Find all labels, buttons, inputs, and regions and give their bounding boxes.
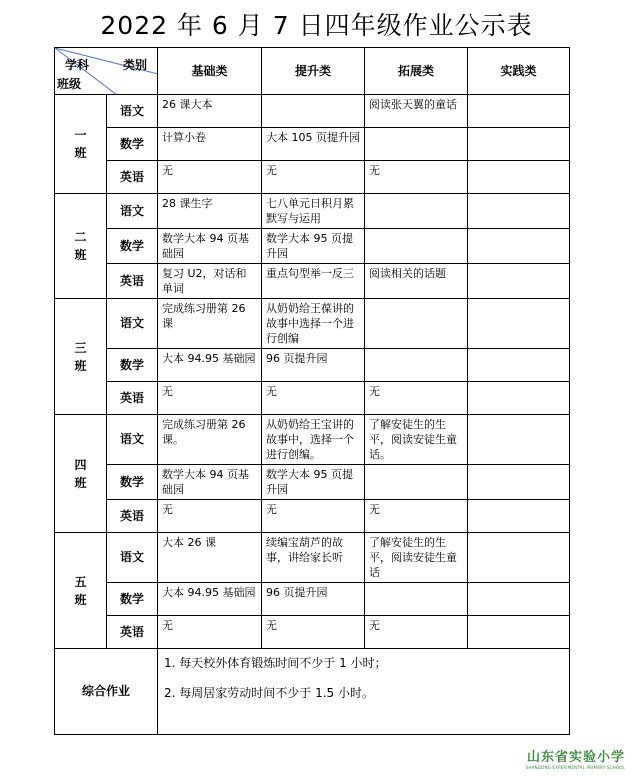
class-name: 二班: [74, 230, 87, 262]
summary-item: 2. 每周居家劳动时间不少于 1.5 小时。: [164, 686, 374, 700]
advanced-cell: [262, 95, 365, 128]
table-row: [55, 229, 570, 264]
practice-cell: [468, 229, 570, 264]
class-name: 四班: [74, 457, 87, 490]
advanced-cell: 96 页提升园: [262, 349, 365, 382]
basic-cell: 无: [158, 616, 262, 649]
table-row: [55, 264, 570, 299]
school-logo-name: 山东省实验小学: [526, 750, 625, 765]
table-row: [55, 465, 570, 500]
advanced-cell: 数学大本 95 页提升园: [262, 465, 365, 500]
subject-cell: 语文: [107, 95, 158, 128]
basic-cell: 26 课大本: [158, 95, 262, 128]
table-row: [55, 349, 570, 382]
basic-cell: 无: [158, 382, 262, 415]
extended-cell: 无: [365, 616, 468, 649]
subject-cell: 英语: [107, 264, 158, 299]
advanced-cell: 续编宝葫芦的故事，讲给家长听: [262, 533, 365, 583]
class-name: 一班: [74, 128, 87, 160]
extended-cell: 了解安徒生的生平，阅读安徒生童话。: [365, 415, 468, 465]
class-name: 三班: [74, 340, 87, 373]
practice-cell: [468, 264, 570, 299]
advanced-cell: 无: [262, 161, 365, 194]
class-name-cell: [55, 194, 107, 299]
class-name-cell: [55, 95, 107, 194]
advanced-cell: 数学大本 95 页提升园: [262, 229, 365, 264]
extended-cell: [365, 128, 468, 161]
basic-cell: 数学大本 94 页基础园: [158, 229, 262, 264]
summary-content: [158, 649, 570, 735]
subject-cell: 英语: [107, 500, 158, 533]
subject-cell: 英语: [107, 616, 158, 649]
practice-cell: [468, 616, 570, 649]
homework-table: [54, 47, 570, 735]
column-header-advanced: 提升类: [262, 48, 365, 95]
subject-cell: 语文: [107, 299, 158, 349]
subject-cell: 数学: [107, 128, 158, 161]
column-header-extended: 拓展类: [365, 48, 468, 95]
practice-cell: [468, 349, 570, 382]
class-name-cell: [55, 299, 107, 415]
extended-cell: 无: [365, 500, 468, 533]
advanced-cell: 从奶奶给王葆讲的故事中选择一个进行创编: [262, 299, 365, 349]
category-label: 类别: [122, 58, 147, 72]
extended-cell: [365, 194, 468, 229]
column-header-practice: 实践类: [468, 48, 570, 95]
basic-cell: 完成练习册第 26 课。: [158, 415, 262, 465]
diagonal-header-cell: [55, 48, 158, 95]
class-name-cell: [55, 415, 107, 533]
extended-cell: [365, 465, 468, 500]
extended-cell: 阅读相关的话题: [365, 264, 468, 299]
subject-cell: 语文: [107, 194, 158, 229]
header-row: [55, 48, 570, 95]
table-row: [55, 95, 570, 128]
practice-cell: [468, 533, 570, 583]
table-row: [55, 299, 570, 349]
advanced-cell: 无: [262, 616, 365, 649]
table-row: [55, 415, 570, 465]
subject-cell: 语文: [107, 533, 158, 583]
page-title: 2022 年 6 月 7 日四年级作业公示表: [100, 11, 533, 40]
advanced-cell: 96 页提升园: [262, 583, 365, 616]
table-row: [55, 616, 570, 649]
column-header-basic: 基础类: [158, 48, 262, 95]
table-row: [55, 533, 570, 583]
practice-cell: [468, 95, 570, 128]
subject-cell: 数学: [107, 465, 158, 500]
basic-cell: 复习 U2，对话和单词: [158, 264, 262, 299]
table-row: [55, 583, 570, 616]
table-row: [55, 382, 570, 415]
basic-cell: 完成练习册第 26 课: [158, 299, 262, 349]
subject-cell: 数学: [107, 583, 158, 616]
class-label: 班级: [57, 77, 82, 91]
practice-cell: [468, 128, 570, 161]
basic-cell: 数学大本 94 页基础园: [158, 465, 262, 500]
extended-cell: 了解安徒生的生平，阅读安徒生童话: [365, 533, 468, 583]
basic-cell: 28 课生字: [158, 194, 262, 229]
subject-cell: 英语: [107, 161, 158, 194]
advanced-cell: 大本 105 页提升园: [262, 128, 365, 161]
extended-cell: [365, 583, 468, 616]
basic-cell: 大本 94.95 基础园: [158, 349, 262, 382]
subject-cell: 数学: [107, 229, 158, 264]
summary-row: [55, 649, 570, 735]
school-logo-english: SHANDONG EXPERIMENTAL PRIMARY SCHOOL: [525, 765, 625, 770]
table-row: [55, 500, 570, 533]
extended-cell: 无: [365, 161, 468, 194]
summary-item: 1. 每天校外体育锻炼时间不少于 1 小时；: [164, 656, 387, 670]
school-logo: [526, 746, 625, 770]
advanced-cell: 无: [262, 382, 365, 415]
advanced-cell: 无: [262, 500, 365, 533]
basic-cell: 无: [158, 161, 262, 194]
extended-cell: [365, 349, 468, 382]
class-name-cell: [55, 533, 107, 649]
practice-cell: [468, 161, 570, 194]
table-row: [55, 161, 570, 194]
subject-cell: 数学: [107, 349, 158, 382]
practice-cell: [468, 299, 570, 349]
practice-cell: [468, 415, 570, 465]
practice-cell: [468, 194, 570, 229]
extended-cell: 阅读张天翼的童话: [365, 95, 468, 128]
subject-cell: 英语: [107, 382, 158, 415]
practice-cell: [468, 583, 570, 616]
class-name: 五班: [74, 574, 87, 607]
extended-cell: [365, 299, 468, 349]
basic-cell: 无: [158, 500, 262, 533]
subject-cell: 语文: [107, 415, 158, 465]
advanced-cell: 从奶奶给王宝讲的故事中，选择一个进行创编。: [262, 415, 365, 465]
practice-cell: [468, 500, 570, 533]
basic-cell: 计算小卷: [158, 128, 262, 161]
advanced-cell: 七八单元日积月累默写与运用: [262, 194, 365, 229]
practice-cell: [468, 382, 570, 415]
practice-cell: [468, 465, 570, 500]
extended-cell: [365, 229, 468, 264]
table-row: [55, 128, 570, 161]
basic-cell: 大本 26 课: [158, 533, 262, 583]
basic-cell: 大本 94.95 基础园: [158, 583, 262, 616]
subject-label: 学科: [65, 58, 90, 72]
advanced-cell: 重点句型举一反三: [262, 264, 365, 299]
summary-label: 综合作业: [55, 649, 158, 735]
table-row: [55, 194, 570, 229]
extended-cell: 无: [365, 382, 468, 415]
